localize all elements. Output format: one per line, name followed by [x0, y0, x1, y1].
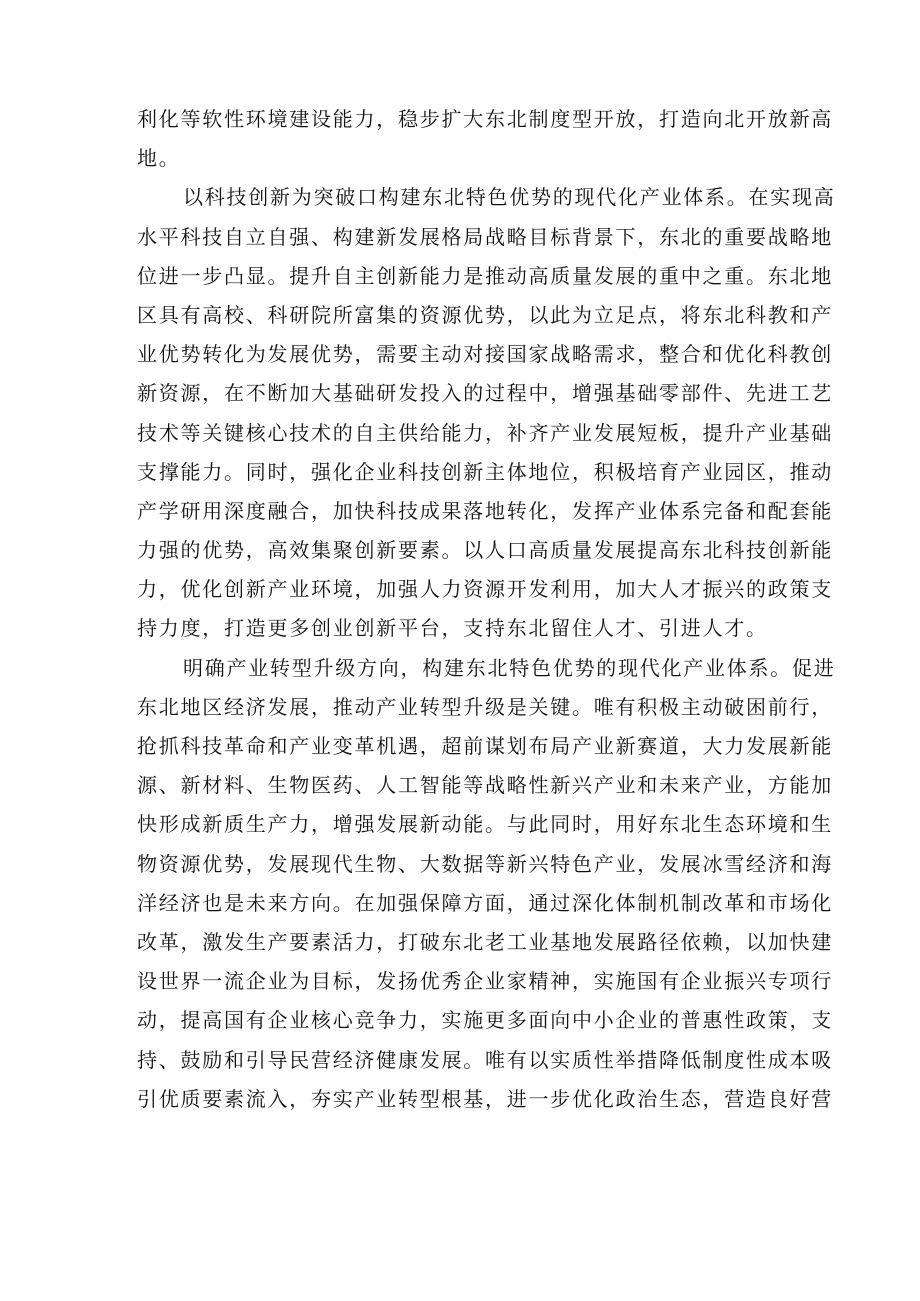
- text-line: 源、新材料、生物医药、人工智能等战略性新兴产业和未来产业，方能加: [137, 773, 833, 798]
- text-line: 技术等关键核心技术的自主供给能力，补齐产业发展短板，提升产业基础: [137, 420, 833, 445]
- text-line: 区具有高校、科研院所富集的资源优势，以此为立足点，将东北科教和产: [137, 302, 833, 327]
- text-line: 地。: [137, 146, 181, 171]
- text-line: 改革，激发生产要素活力，打破东北老工业基地发展路径依赖，以加快建: [137, 929, 833, 954]
- text-line: 持、鼓励和引导民营经济健康发展。唯有以实质性举措降低制度性成本吸: [137, 1047, 833, 1072]
- text-line: 利化等软性环境建设能力，稳步扩大东北制度型开放，打造向北开放新高: [137, 107, 833, 131]
- text-line: 持力度，打造更多创业创新平台，支持东北留住人才、引进人才。: [137, 616, 768, 641]
- text-line: 明确产业转型升级方向，构建东北特色优势的现代化产业体系。促进: [183, 655, 836, 680]
- paragraph-2: [137, 178, 836, 648]
- text-line: 洋经济也是未来方向。在加强保障方面，通过深化体制机制改革和市场化: [137, 890, 833, 915]
- text-line: 物资源优势，发展现代生物、大数据等新兴特色产业，发展冰雪经济和海: [137, 851, 833, 876]
- text-line: 产学研用深度融合，加快科技成果落地转化，发挥产业体系完备和配套能: [137, 498, 833, 523]
- text-line: 设世界一流企业为目标，发扬优秀企业家精神，实施国有企业振兴专项行: [137, 969, 833, 994]
- text-line: 快形成新质生产力，增强发展新动能。与此同时，用好东北生态环境和生: [137, 812, 833, 837]
- text-line: 力，优化创新产业环境，加强人力资源开发利用，加大人才振兴的政策支: [137, 577, 833, 602]
- text-line: 新资源，在不断加大基础研发投入的过程中，增强基础零部件、先进工艺: [137, 381, 833, 406]
- paragraph-3: [137, 649, 836, 1119]
- text-line: 业优势转化为发展优势，需要主动对接国家战略需求，整合和优化科教创: [137, 342, 833, 367]
- text-line: 水平科技自立自强、构建新发展格局战略目标背景下，东北的重要战略地: [137, 224, 833, 249]
- text-line: 动，提高国有企业核心竞争力，实施更多面向中小企业的普惠性政策，支: [137, 1008, 833, 1033]
- text-line: 支撑能力。同时，强化企业科技创新主体地位，积极培育产业园区，推动: [137, 459, 833, 484]
- paragraph-1: [137, 100, 833, 178]
- text-line: 抢抓科技革命和产业变革机遇，超前谋划布局产业新赛道，大力发展新能: [137, 734, 833, 758]
- text-line: 力强的优势，高效集聚创新要素。以人口高质量发展提高东北科技创新能: [137, 538, 833, 563]
- text-line: 以科技创新为突破口构建东北特色优势的现代化产业体系。在实现高: [183, 185, 836, 210]
- text-line: 东北地区经济发展，推动产业转型升级是关键。唯有积极主动破困前行，: [137, 694, 833, 719]
- text-line: 位进一步凸显。提升自主创新能力是推动高质量发展的重中之重。东北地: [137, 263, 833, 288]
- text-line: 引优质要素流入，夯实产业转型根基，进一步优化政治生态，营造良好营: [137, 1086, 833, 1111]
